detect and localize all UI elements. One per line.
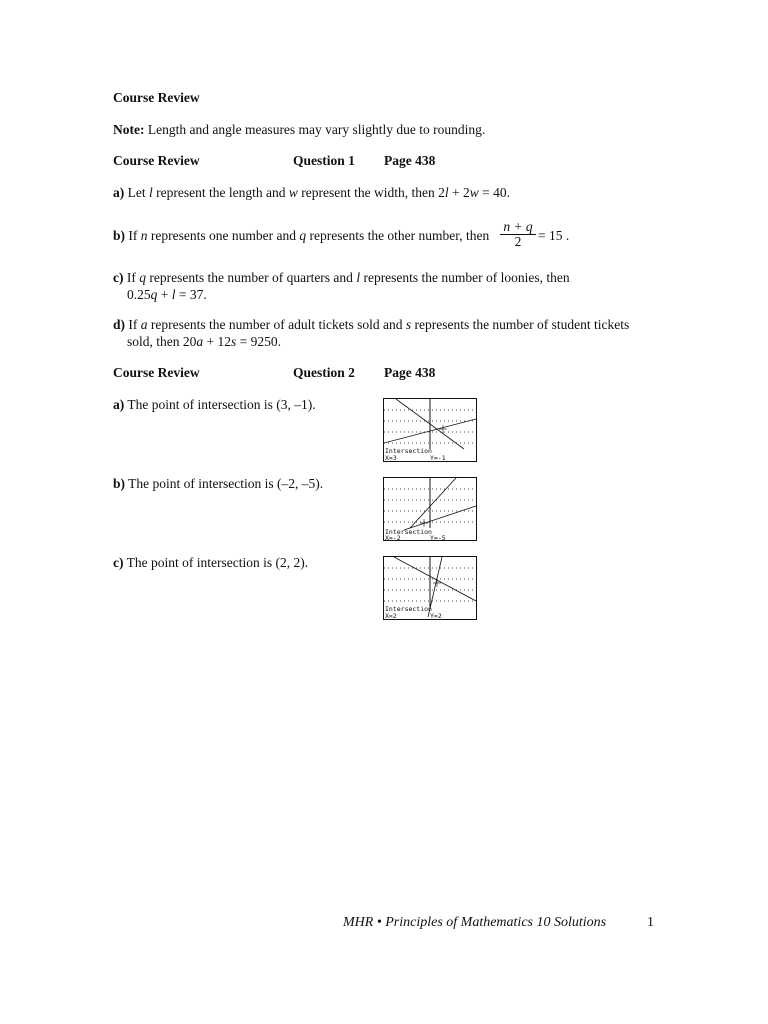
q1-b-text: represents the other number, then bbox=[306, 228, 490, 243]
calc-a-title: Intersection bbox=[385, 447, 432, 455]
q2-part-b bbox=[113, 476, 323, 492]
q1-a-label: a) bbox=[113, 185, 125, 200]
var-a: a bbox=[140, 317, 148, 332]
var-q: q bbox=[150, 287, 158, 302]
var-w: w bbox=[288, 185, 298, 200]
page-title: Course Review bbox=[113, 90, 200, 105]
var-l: l bbox=[444, 185, 449, 200]
q1-question-label: Question 1 bbox=[293, 153, 355, 168]
q1-a-text: Let bbox=[127, 185, 149, 200]
note-text: Length and angle measures may vary slightly due to rounding. bbox=[147, 122, 486, 137]
calc-a-x: X=3 bbox=[385, 454, 397, 461]
q2-b-label: b) bbox=[113, 476, 126, 491]
q2-section-label: Course Review bbox=[113, 365, 200, 380]
q1-c-text: If bbox=[126, 270, 140, 285]
q1-part-b bbox=[113, 228, 489, 244]
q1-d-text: represents the number of adult tickets sold and bbox=[147, 317, 406, 332]
q2-a-text: The point of intersection is (3, –1). bbox=[124, 397, 316, 412]
q1-d-eq-text: = 9250. bbox=[236, 334, 282, 349]
var-l: l bbox=[149, 185, 153, 200]
q1-b-text: represents one number and bbox=[147, 228, 300, 243]
q2-a-label: a) bbox=[113, 397, 125, 412]
q2-part-a bbox=[113, 397, 316, 413]
calculator-screen-a bbox=[383, 398, 477, 462]
calc-c-title: Intersection bbox=[385, 605, 432, 613]
calc-b-x: X=-2 bbox=[385, 534, 401, 540]
q2-page-label: Page 438 bbox=[384, 365, 436, 380]
q1-c-eq-text: 0.25 bbox=[127, 287, 151, 302]
var-q: q bbox=[299, 228, 307, 243]
var-l: l bbox=[356, 270, 361, 285]
q1-c-eq-text: = 37. bbox=[175, 287, 207, 302]
footer-text: MHR • Principles of Mathematics 10 Solutions bbox=[343, 915, 607, 930]
note-label: Note: bbox=[113, 122, 145, 137]
calculator-screen-c bbox=[383, 556, 477, 620]
var-s: s bbox=[405, 317, 412, 332]
q1-a-text: represent the width, then 2 bbox=[297, 185, 445, 200]
graph-a bbox=[384, 399, 476, 461]
calc-c-x: X=2 bbox=[385, 612, 397, 619]
var-w: w bbox=[469, 185, 479, 200]
calc-b-title: Intersection bbox=[385, 528, 432, 536]
q1-d-label: d) bbox=[113, 317, 126, 332]
q1-b-label: b) bbox=[113, 228, 126, 243]
q1-a-text: = 40. bbox=[478, 185, 510, 200]
q1-d-text: If bbox=[128, 317, 141, 332]
var-l: l bbox=[171, 287, 176, 302]
q1-part-d bbox=[113, 317, 629, 333]
q1-c-label: c) bbox=[113, 270, 124, 285]
q1-d-eq-text: + 12 bbox=[203, 334, 231, 349]
q1-section-label: Course Review bbox=[113, 153, 200, 168]
q2-part-c bbox=[113, 555, 308, 571]
q1-a-text: + 2 bbox=[448, 185, 470, 200]
calc-a-y: Y=-1 bbox=[430, 454, 446, 461]
q1-page-label: Page 438 bbox=[384, 153, 436, 168]
q2-question-label: Question 2 bbox=[293, 365, 355, 380]
fraction-denominator: 2 bbox=[514, 234, 522, 249]
graph-b bbox=[384, 478, 476, 540]
q1-c-text: represents the number of quarters and bbox=[146, 270, 357, 285]
q1-b-text: If bbox=[128, 228, 141, 243]
var-a: a bbox=[196, 334, 204, 349]
graph-c bbox=[384, 557, 476, 619]
q1-a-text: represent the length and bbox=[152, 185, 289, 200]
q2-c-text: The point of intersection is (2, 2). bbox=[123, 555, 309, 570]
q1-b-equals: = 15 . bbox=[538, 228, 570, 243]
calculator-screen-b bbox=[383, 477, 477, 541]
q1-d-text: represents the number of student tickets bbox=[411, 317, 630, 332]
q1-d-equation bbox=[127, 334, 281, 350]
q2-c-label: c) bbox=[113, 555, 124, 570]
var-q: q bbox=[139, 270, 146, 285]
var-s: s bbox=[231, 334, 237, 349]
q1-part-c bbox=[113, 270, 570, 286]
q1-part-a bbox=[113, 185, 510, 201]
page-number: 1 bbox=[647, 915, 654, 930]
var-n: n bbox=[140, 228, 148, 243]
fraction-numerator: n + q bbox=[500, 220, 536, 235]
calc-c-y: Y=2 bbox=[430, 612, 442, 619]
q1-c-equation bbox=[127, 287, 207, 303]
q2-b-text: The point of intersection is (–2, –5). bbox=[125, 476, 324, 491]
q1-c-eq-text: + bbox=[157, 287, 172, 302]
note-line bbox=[113, 122, 485, 138]
q1-b-fraction bbox=[500, 220, 536, 249]
q1-d-eq-text: sold, then 20 bbox=[127, 334, 197, 349]
q1-c-text: represents the number of loonies, then bbox=[360, 270, 570, 285]
calc-b-y: Y=-5 bbox=[430, 534, 446, 540]
